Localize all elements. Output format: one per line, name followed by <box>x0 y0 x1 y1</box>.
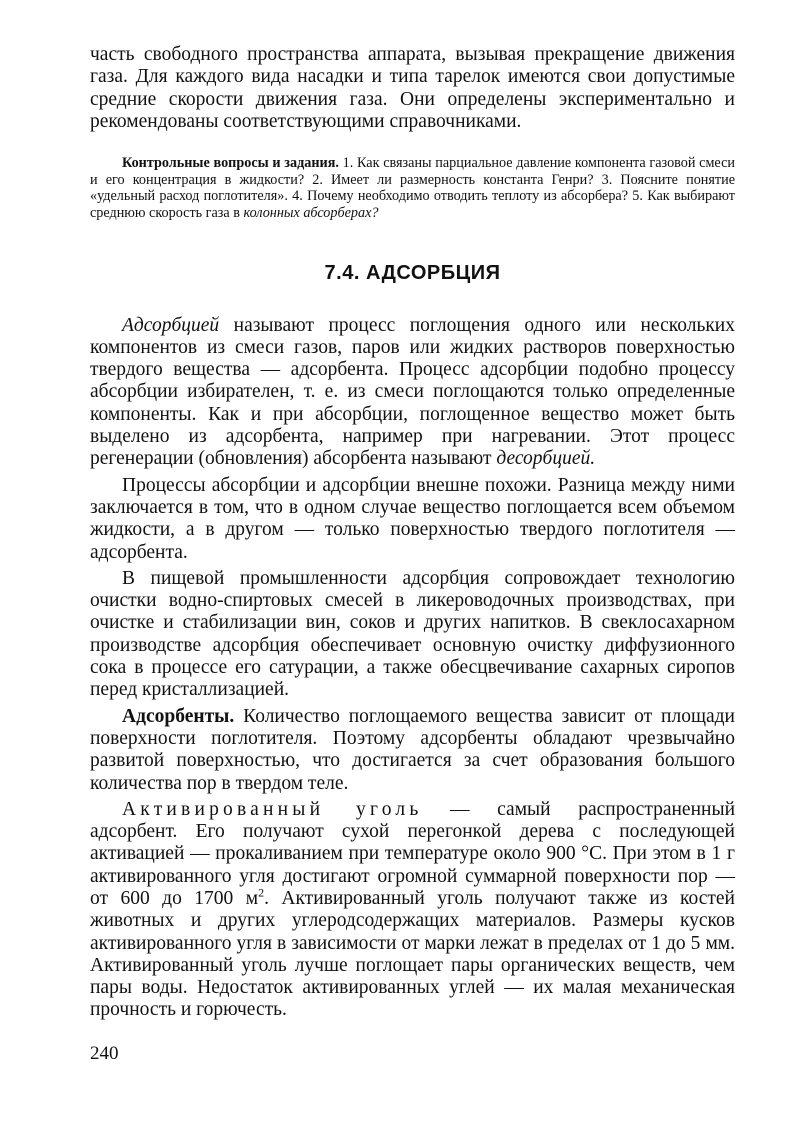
term-desorption: десорбцией. <box>496 448 596 470</box>
activated-carbon-text-2: . Активированный уголь получают также из костей животных и других углеродсодержащих материалов. Размеры кусков активированного угля в зависимости от марки лежат в пределах от 1 до 5 мм. Активированный уголь лучше поглощает пары органических веществ, чем пары воды. Недостаток активированных углей — их малая механическая прочность и горючесть. <box>90 887 735 1021</box>
page-content <box>90 44 735 1022</box>
page-number: 240 <box>90 1043 119 1064</box>
adsorbents-text: Количество поглощаемого вещества зависит от площади поверхности поглотителя. Поэтому адсорбенты обладают чрезвычайно развитой поверхностью, что достигается за счет образования большого количества пор в твердом теле. <box>90 705 735 794</box>
intro-paragraph: часть свободного пространства аппарата, вызывая прекращение движения газа. Для каждого вида насадки и типа тарелок имеются свои допустимые средние скорости движения газа. Они определены экспериментально и рекомендованы соответствующими справочниками. <box>90 44 735 132</box>
superscript-two: 2 <box>258 885 265 900</box>
paragraph-activated-carbon <box>90 799 735 1022</box>
paragraph-comparison: Процессы абсорбции и адсорбции внешне похожи. Разница между ними заключается в том, что в одном случае вещество поглощается всем объемом жидкости, а в другом — только поверхностью твердого поглотителя — адсорбента. <box>90 474 735 563</box>
adsorbents-label: Адсорбенты. <box>122 705 235 727</box>
review-questions-italic-end: колонных абсорберах? <box>243 204 379 221</box>
paragraph-adsorption-text: называют процесс поглощения одного или нескольких компонентов из смеси газов, паров или жидких растворов поверхностью твердого вещества — адсорбента. Процесс адсорбции подобно процессу абсорбции избирателен, т. е. из смеси поглощаются только определенные компоненты. Как и при абсорбции, поглощенное вещество может быть выделено из адсорбента, например при нагревании. Этот процесс регенерации (обновления) абсорбента называют <box>90 314 735 470</box>
review-questions-text: 1. Как связаны парциальное давление компонента газовой смеси и его концентрация в жидкости? 2. Имеет ли размерность константа Генри? 3. Поясните понятие «удельный расход поглотителя». 4. Почему необходимо отводить теплоту из абсорбера? 5. Как выбирают среднюю скорость газа в <box>90 155 735 221</box>
activated-carbon-text-1: — самый распространенный адсорбент. Его получают сухой перегонкой дерева с последующей активацией — прокаливанием при температуре около 900 °С. При этом в 1 г активированного угля достигают огромной суммарной поверхности пор — от 600 до 1700 м <box>90 798 735 909</box>
activated-carbon-term: Активированный уголь <box>122 798 423 820</box>
section-title: 7.4. АДСОРБЦИЯ <box>324 261 501 284</box>
review-questions-label: Контрольные вопросы и задания. <box>122 155 339 172</box>
term-adsorption: Адсорбцией <box>122 314 220 336</box>
paragraph-adsorbents <box>90 706 735 795</box>
review-questions <box>90 155 735 221</box>
paragraph-adsorption-definition <box>90 315 735 471</box>
paragraph-food-industry: В пищевой промышленности адсорбция сопровождает технологию очистки водно-спиртовых смесей в ликероводочных производствах, при очистке и стабилизации вин, соков и других напитков. В свеклосахарном производстве адсорбция обеспечивает основную очистку диффузионного сока в процессе его сатурации, а также обесцвечивание сахарных сиропов перед кристаллизацией. <box>90 567 735 701</box>
